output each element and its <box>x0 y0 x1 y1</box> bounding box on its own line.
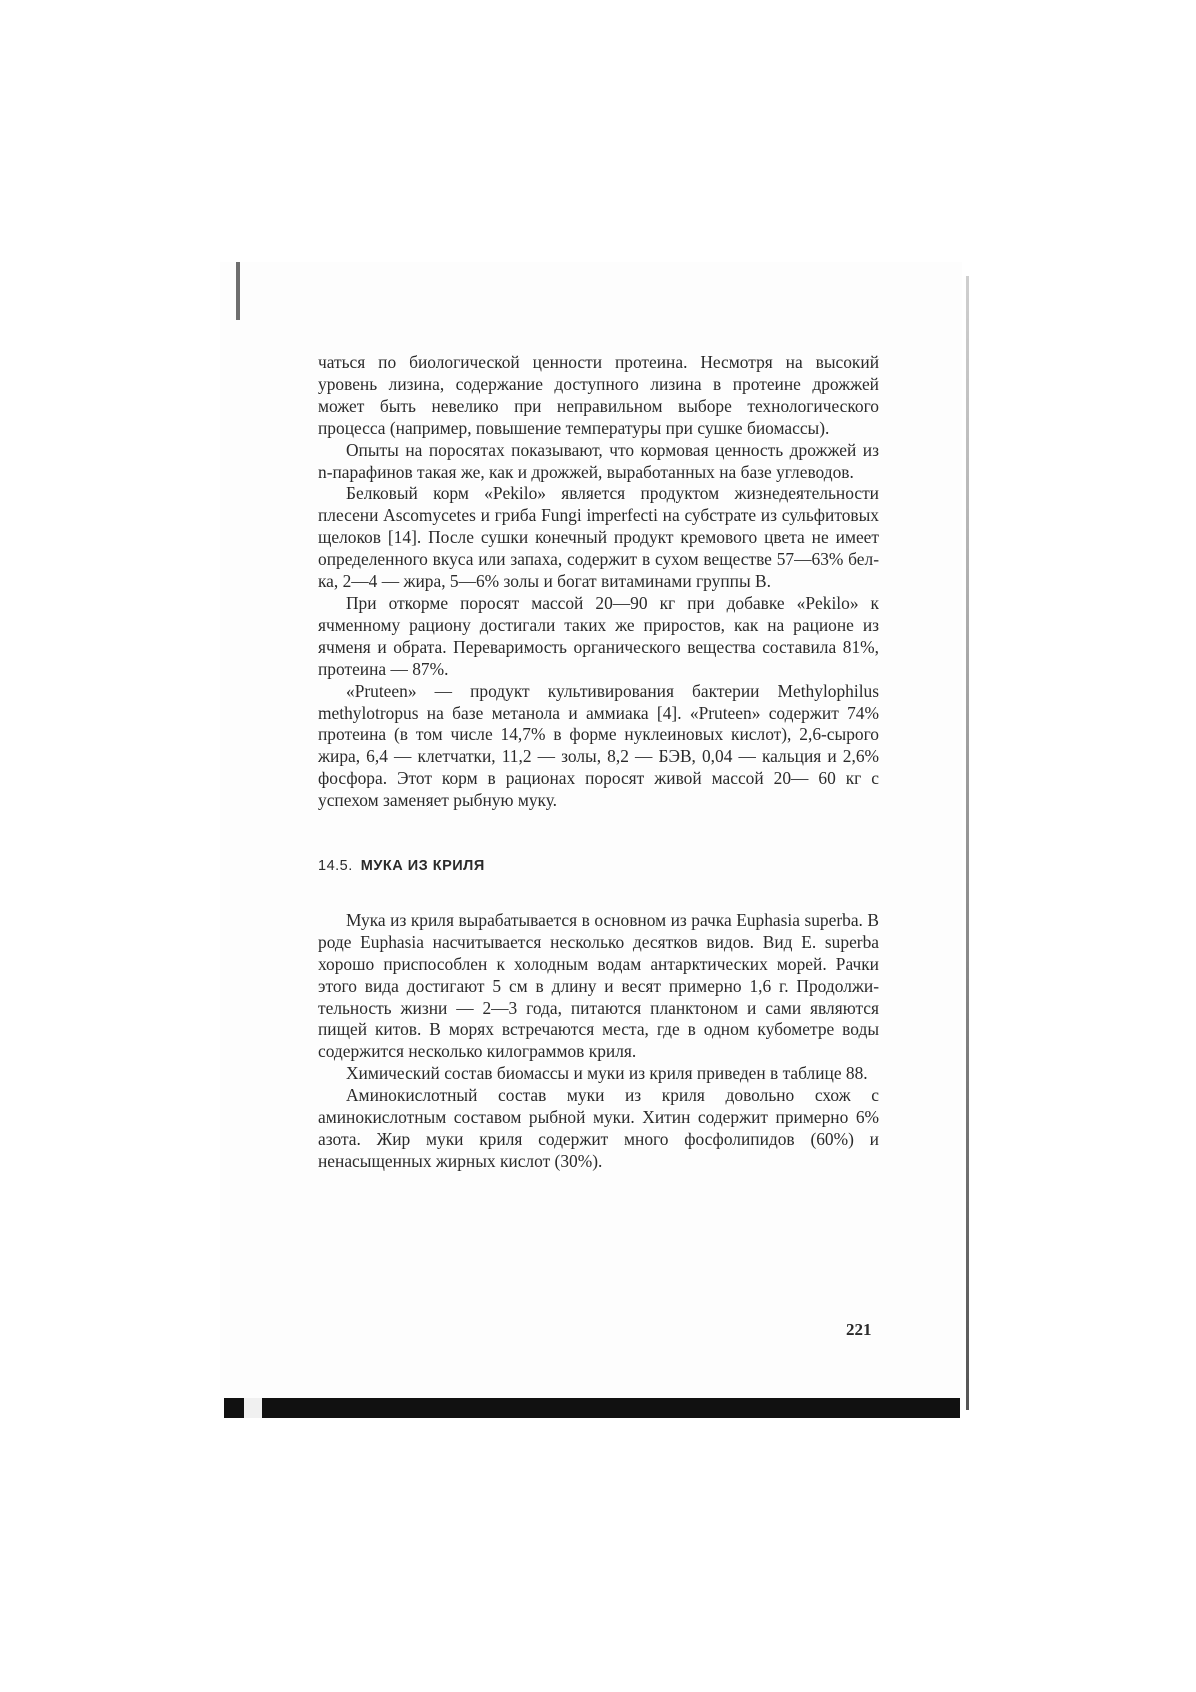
page-right-edge <box>966 276 969 1410</box>
scan-corner-mark <box>236 262 240 320</box>
section-heading <box>318 856 879 878</box>
paragraph: Белковый корм «Pekilo» является продуктом жизнедеятельности плесени Ascomycetes и гриба Fungi imperfecti на субстрате из сульфитовых щелоков [14]. После сушки конечный продукт кремового цвета не имеет определенного вкуса или запаха, содержит в сухом веществе 57—63% белка, 2—4 — жира, 5—6% золы и богат витаминами группы В. <box>318 483 879 592</box>
paragraph: Опыты на поросятах показывают, что кормовая ценность дрожжей из n-парафинов такая же, как и дрожжей, выработанных на базе углеводов. <box>318 439 879 482</box>
page-number: 221 <box>846 1320 872 1339</box>
section-title: МУКА ИЗ КРИЛЯ <box>360 858 485 875</box>
paragraph: При откорме поросят массой 20—90 кг при добавке «Pekilo» к ячменному рациону достигали таких же приростов, как на рационе из ячменя и обрата. Переваримость органического вещества составила 81%, протеина — 87%. <box>318 592 879 679</box>
paragraph: Мука из криля вырабатывается в основном из рачка Euphasia superba. В роде Euphasia насчитывается несколько десятков видов. Вид E. superba хорошо приспособлен к холодным водам антарктических морей. Рачки этого вида достигают 5 см в длину и весят примерно 1,6 г. Продолжительность жизни — 2—3 года, питаются планктоном и сами являются пищей китов. В морях встречаются места, где в одном кубометре воды содержится несколько килограммов криля. <box>318 909 879 1062</box>
body-text <box>318 352 879 1173</box>
section-number: 14.5. <box>318 858 353 875</box>
paragraph: Химический состав биомассы и муки из криля приведен в таблице 88. <box>346 1063 868 1084</box>
paragraph: «Pruteen» — продукт культивирования бактерии Methylophilus methylotropus на базе метанола и аммиака [4]. «Pruteen» содержит 74% протеина (в том числе 14,7% в форме нуклеиновых кислот), 2,6-сырого жира, 6,4 — клетчатки, 11,2 — золы, 8,2 — БЭВ, 0,04 — кальция и 2,6% фосфора. Этот корм в рационах поросят живой массой 20— 60 кг с успехом заменяет рыбную муку. <box>318 680 879 811</box>
scan-bottom-shadow <box>224 1398 960 1418</box>
paragraph: чаться по биологической ценности протеина. Несмотря на высокий уровень лизина, содержание доступного лизина в протеине дрожжей может быть невелико при неправильном выборе технологического процесса (например, повышение температуры при сушке биомассы). <box>318 352 879 438</box>
paragraph: Аминокислотный состав муки из криля довольно схож с аминокислотным составом рыбной муки. Хитин содержит примерно 6% азота. Жир муки криля содержит много фосфолипидов (60%) и ненасыщенных жирных кислот (30%). <box>318 1085 879 1171</box>
scan-bottom-gap <box>244 1398 262 1418</box>
